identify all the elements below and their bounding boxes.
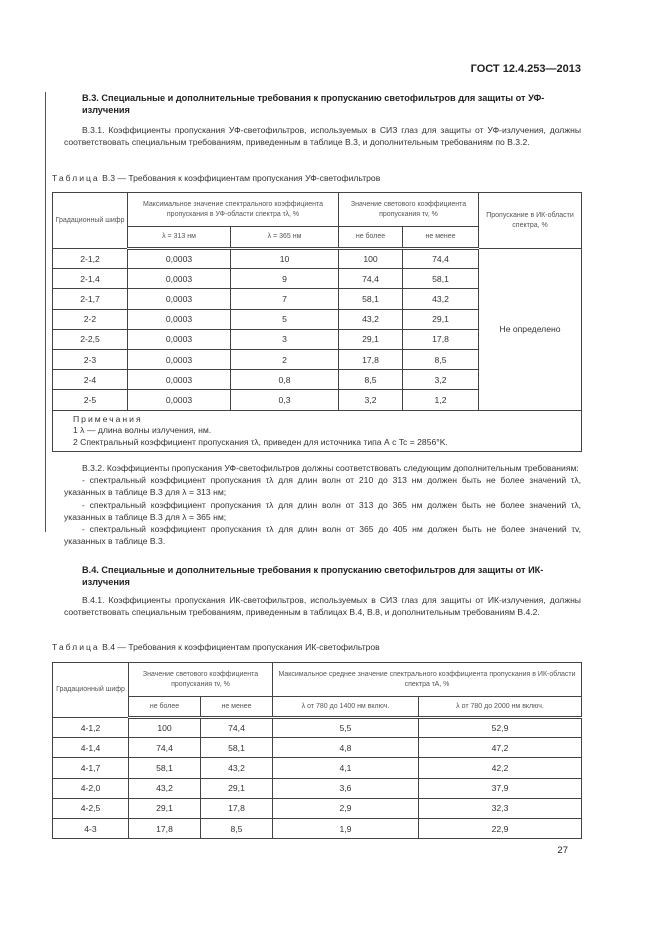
section-b4-title: В.4. Специальные и дополнительные требования к пропусканию светофильтров для защиты от ИК-излучения	[82, 565, 544, 587]
table-cell: 4-2,5	[53, 798, 129, 818]
table-cell: 2-1,7	[53, 289, 128, 309]
table-cell: 58,1	[403, 269, 479, 289]
table-cell: 74,4	[129, 738, 201, 758]
table-cell: 43,2	[129, 778, 201, 798]
table-cell: 43,2	[201, 758, 273, 778]
th-max: не более	[129, 697, 201, 718]
th-365: λ = 365 нм	[231, 227, 339, 249]
table-b3	[52, 192, 582, 452]
table-cell: 8,5	[339, 370, 403, 390]
table-cell: 0,0003	[128, 289, 231, 309]
th-code: Градационный шифр	[53, 663, 129, 718]
table-cell: 3,2	[403, 370, 479, 390]
table-cell: 0,0003	[128, 249, 231, 269]
table-cell: 10	[231, 249, 339, 269]
th-1400: λ от 780 до 1400 нм включ.	[273, 697, 419, 718]
table-row	[53, 718, 582, 738]
table-cell: 74,4	[201, 718, 273, 738]
note-1: 1 λ — длина волны излучения, нм.	[73, 425, 212, 435]
list-item: - спектральный коэффициент пропускания τλ для длин волн от 210 до 313 нм должен быть не более значений τλ, указанных в таблице В.3 для λ = 313 нм;	[64, 475, 581, 498]
table-row	[53, 249, 582, 269]
table-cell: 0,0003	[128, 370, 231, 390]
th-vis: Значение светового коэффициента пропускания τv, %	[339, 193, 479, 227]
th-ir: Пропускание в ИК-области спектра, %	[479, 193, 582, 249]
table-cell: 1,9	[273, 818, 419, 838]
table-cell: 29,1	[403, 309, 479, 329]
table-cell: 47,2	[419, 738, 582, 758]
th-code: Градационный шифр	[53, 193, 128, 249]
table-cell: 42,2	[419, 758, 582, 778]
table-cell: 5,5	[273, 718, 419, 738]
table-cell: 2-2,5	[53, 329, 128, 349]
table-cell: 0,0003	[128, 349, 231, 369]
table-cell: 4-2,0	[53, 778, 129, 798]
table-cell: 4-1,2	[53, 718, 129, 738]
caption-text: В.4 — Требования к коэффициентам пропускания ИК-светофильтров	[102, 642, 380, 652]
notes-title: Примечания	[73, 413, 143, 424]
table-cell: 32,3	[419, 798, 582, 818]
section-b3-title: В.3. Специальные и дополнительные требования к пропусканию светофильтров для защиты от УФ-излучения	[82, 93, 545, 115]
table-cell: 2-2	[53, 309, 128, 329]
section-b3-2	[64, 462, 581, 547]
table-cell: 0,0003	[128, 269, 231, 289]
table-row	[53, 778, 582, 798]
table-cell: 58,1	[339, 289, 403, 309]
table-cell: 17,8	[339, 349, 403, 369]
table-cell: 2-1,2	[53, 249, 128, 269]
table-cell: 52,9	[419, 718, 582, 738]
table-cell: 100	[129, 718, 201, 738]
th-min: не менее	[201, 697, 273, 718]
table-cell: 74,4	[339, 269, 403, 289]
caption-word: Таблица	[52, 642, 100, 652]
table-cell: 17,8	[129, 818, 201, 838]
table-b4-caption	[52, 642, 380, 652]
th-313: λ = 313 нм	[128, 227, 231, 249]
list-item: - спектральный коэффициент пропускания τλ для длин волн от 313 до 365 нм должен быть не более значений τλ, указанных в таблице В.3 для λ = 365 нм;	[64, 499, 581, 522]
caption-text: В.3 — Требования к коэффициентам пропускания УФ-светофильтров	[102, 173, 381, 183]
table-row	[53, 738, 582, 758]
table-cell: 100	[339, 249, 403, 269]
table-cell: 0,0003	[128, 309, 231, 329]
paragraph-b4-1: В.4.1. Коэффициенты пропускания ИК-светофильтров, используемых в СИЗ глаз для защиты от ИК-излучения, должны соответствовать специальным требованиям, приведенным в таблицах В.4, В.8, и дополнительным требованиям В.4.2.	[64, 595, 581, 618]
table-cell: 29,1	[339, 329, 403, 349]
table-cell: 0,3	[231, 390, 339, 410]
table-cell: 29,1	[129, 798, 201, 818]
th-ir: Максимальное среднее значение спектрального коэффициента пропускания в ИК-области спектра τA, %	[273, 663, 582, 697]
table-row	[53, 798, 582, 818]
table-cell: 58,1	[129, 758, 201, 778]
table-cell: 2-4	[53, 370, 128, 390]
page-number: 27	[557, 845, 568, 856]
table-cell: 17,8	[201, 798, 273, 818]
table-cell: 0,8	[231, 370, 339, 390]
table-cell: 3,6	[273, 778, 419, 798]
document-header: ГОСТ 12.4.253—2013	[470, 63, 581, 75]
table-cell: 58,1	[201, 738, 273, 758]
table-cell: 37,9	[419, 778, 582, 798]
table-cell: 2-5	[53, 390, 128, 410]
th-min: не менее	[403, 227, 479, 249]
ir-value-cell: Не определено	[479, 249, 582, 411]
th-2000: λ от 780 до 2000 нм включ.	[419, 697, 582, 718]
paragraph-b3-2: В.3.2. Коэффициенты пропускания УФ-светофильтров должны соответствовать следующим дополнительным требованиям:	[82, 463, 579, 473]
table-cell: 4-1,7	[53, 758, 129, 778]
table-cell: 3,2	[339, 390, 403, 410]
table-cell: 4,8	[273, 738, 419, 758]
paragraph-b3-1: В.3.1. Коэффициенты пропускания УФ-светофильтров, используемых в СИЗ глаз для защиты от УФ-излучения, должны соответствовать специальным требованиям, приведенным в таблице В.3, и дополнительным требованиям по В.3.2.	[64, 125, 581, 148]
th-max: не более	[339, 227, 403, 249]
note-2: 2 Спектральный коэффициент пропускания τλ, приведен для источника типа А с Tc = 2856°K.	[73, 436, 448, 447]
table-cell: 4-1,4	[53, 738, 129, 758]
table-cell: 22,9	[419, 818, 582, 838]
change-bar	[45, 92, 46, 532]
table-cell: 17,8	[403, 329, 479, 349]
table-b3-notes	[53, 410, 582, 452]
table-cell: 1,2	[403, 390, 479, 410]
table-cell: 2,9	[273, 798, 419, 818]
table-b3-caption	[52, 173, 380, 183]
table-cell: 8,5	[201, 818, 273, 838]
table-b4	[52, 662, 582, 839]
table-cell: 43,2	[339, 309, 403, 329]
caption-word: Таблица	[52, 173, 100, 183]
table-cell: 29,1	[201, 778, 273, 798]
table-cell: 43,2	[403, 289, 479, 309]
table-row	[53, 758, 582, 778]
table-cell: 7	[231, 289, 339, 309]
table-cell: 2-3	[53, 349, 128, 369]
list-item: - спектральный коэффициент пропускания τλ для длин волн от 365 до 405 нм должен быть не более значений τv, указанных в таблице В.3.	[64, 524, 581, 547]
table-cell: 8,5	[403, 349, 479, 369]
th-vis: Значение светового коэффициента пропускания τv, %	[129, 663, 273, 697]
table-cell: 9	[231, 269, 339, 289]
table-cell: 3	[231, 329, 339, 349]
th-uv: Максимальное значение спектрального коэффициента пропускания в УФ-области спектра τλ, %	[128, 193, 339, 227]
table-cell: 0,0003	[128, 390, 231, 410]
table-row	[53, 818, 582, 838]
table-cell: 0,0003	[128, 329, 231, 349]
table-cell: 2-1,4	[53, 269, 128, 289]
table-cell: 4,1	[273, 758, 419, 778]
table-cell: 4-3	[53, 818, 129, 838]
table-cell: 74,4	[403, 249, 479, 269]
table-cell: 2	[231, 349, 339, 369]
table-cell: 5	[231, 309, 339, 329]
